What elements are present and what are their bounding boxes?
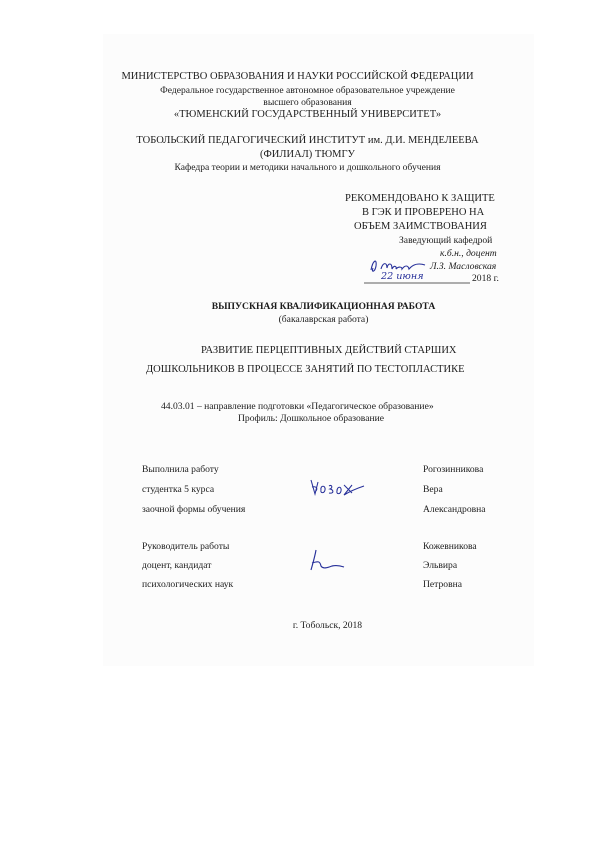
institution-level-line: высшего образования — [263, 97, 352, 108]
author-surname: Рогозинникова — [423, 464, 484, 475]
institution-type-line: Федеральное государственное автономное образовательное учреждение — [160, 85, 455, 96]
city-year: г. Тобольск, 2018 — [292, 620, 363, 631]
work-title-line-1: РАЗВИТИЕ ПЕРЦЕПТИВНЫХ ДЕЙСТВИЙ СТАРШИХ — [201, 345, 457, 356]
work-type: ВЫПУСКНАЯ КВАЛИФИКАЦИОННАЯ РАБОТА — [211, 301, 436, 312]
author-name: Вера — [423, 484, 443, 495]
institute-name: ТОБОЛЬСКИЙ ПЕДАГОГИЧЕСКИЙ ИНСТИТУТ им. Д.И. МЕНДЕЛЕЕВА — [136, 135, 479, 146]
supervisor-patronymic: Петровна — [423, 579, 463, 590]
supervisor-signature-scribble — [306, 546, 348, 574]
approval-line-1: РЕКОМЕНДОВАНО К ЗАЩИТЕ — [345, 193, 495, 204]
head-name: Л.З. Масловская — [430, 261, 497, 272]
supervisor-role-2: доцент, кандидат — [142, 560, 212, 571]
approval-year: 2018 г. — [472, 273, 499, 284]
work-title-line-2: ДОШКОЛЬНИКОВ В ПРОЦЕССЕ ЗАНЯТИЙ ПО ТЕСТОПЛАСТИКЕ — [146, 364, 465, 375]
author-role-1: Выполнила работу — [142, 464, 219, 475]
supervisor-role-1: Руководитель работы — [142, 541, 230, 552]
department-name: Кафедра теории и методики начального и дошкольного обучения — [174, 162, 441, 173]
approval-line-3: ОБЪЕМ ЗАИМСТВОВАНИЯ — [354, 221, 487, 232]
ministry-line: МИНИСТЕРСТВО ОБРАЗОВАНИЯ И НАУКИ РОССИЙСКОЙ ФЕДЕРАЦИИ — [121, 71, 474, 82]
study-direction: 44.03.01 – направление подготовки «Педагогическое образование» — [161, 401, 434, 412]
university-name: «ТЮМЕНСКИЙ ГОСУДАРСТВЕННЫЙ УНИВЕРСИТЕТ» — [173, 109, 442, 120]
approval-date-handwritten: 22 июня — [381, 271, 424, 282]
author-patronymic: Александровна — [423, 504, 486, 515]
supervisor-surname: Кожевникова — [423, 541, 477, 552]
study-profile: Профиль: Дошкольное образование — [238, 413, 384, 424]
author-role-2: студентка 5 курса — [142, 484, 215, 495]
supervisor-signature — [306, 546, 348, 579]
work-subtype: (бакалаврская работа) — [278, 314, 369, 325]
head-title: Заведующий кафедрой — [399, 235, 493, 246]
head-degree: к.б.н., доцент — [440, 248, 497, 259]
author-signature-scribble — [308, 474, 368, 500]
supervisor-role-3: психологических наук — [142, 579, 234, 590]
approval-line-2: В ГЭК И ПРОВЕРЕНО НА — [362, 207, 485, 218]
institute-branch: (ФИЛИАЛ) ТЮМГУ — [260, 149, 355, 160]
author-signature — [308, 474, 368, 505]
supervisor-name: Эльвира — [423, 560, 458, 571]
author-role-3: заочной формы обучения — [142, 504, 246, 515]
